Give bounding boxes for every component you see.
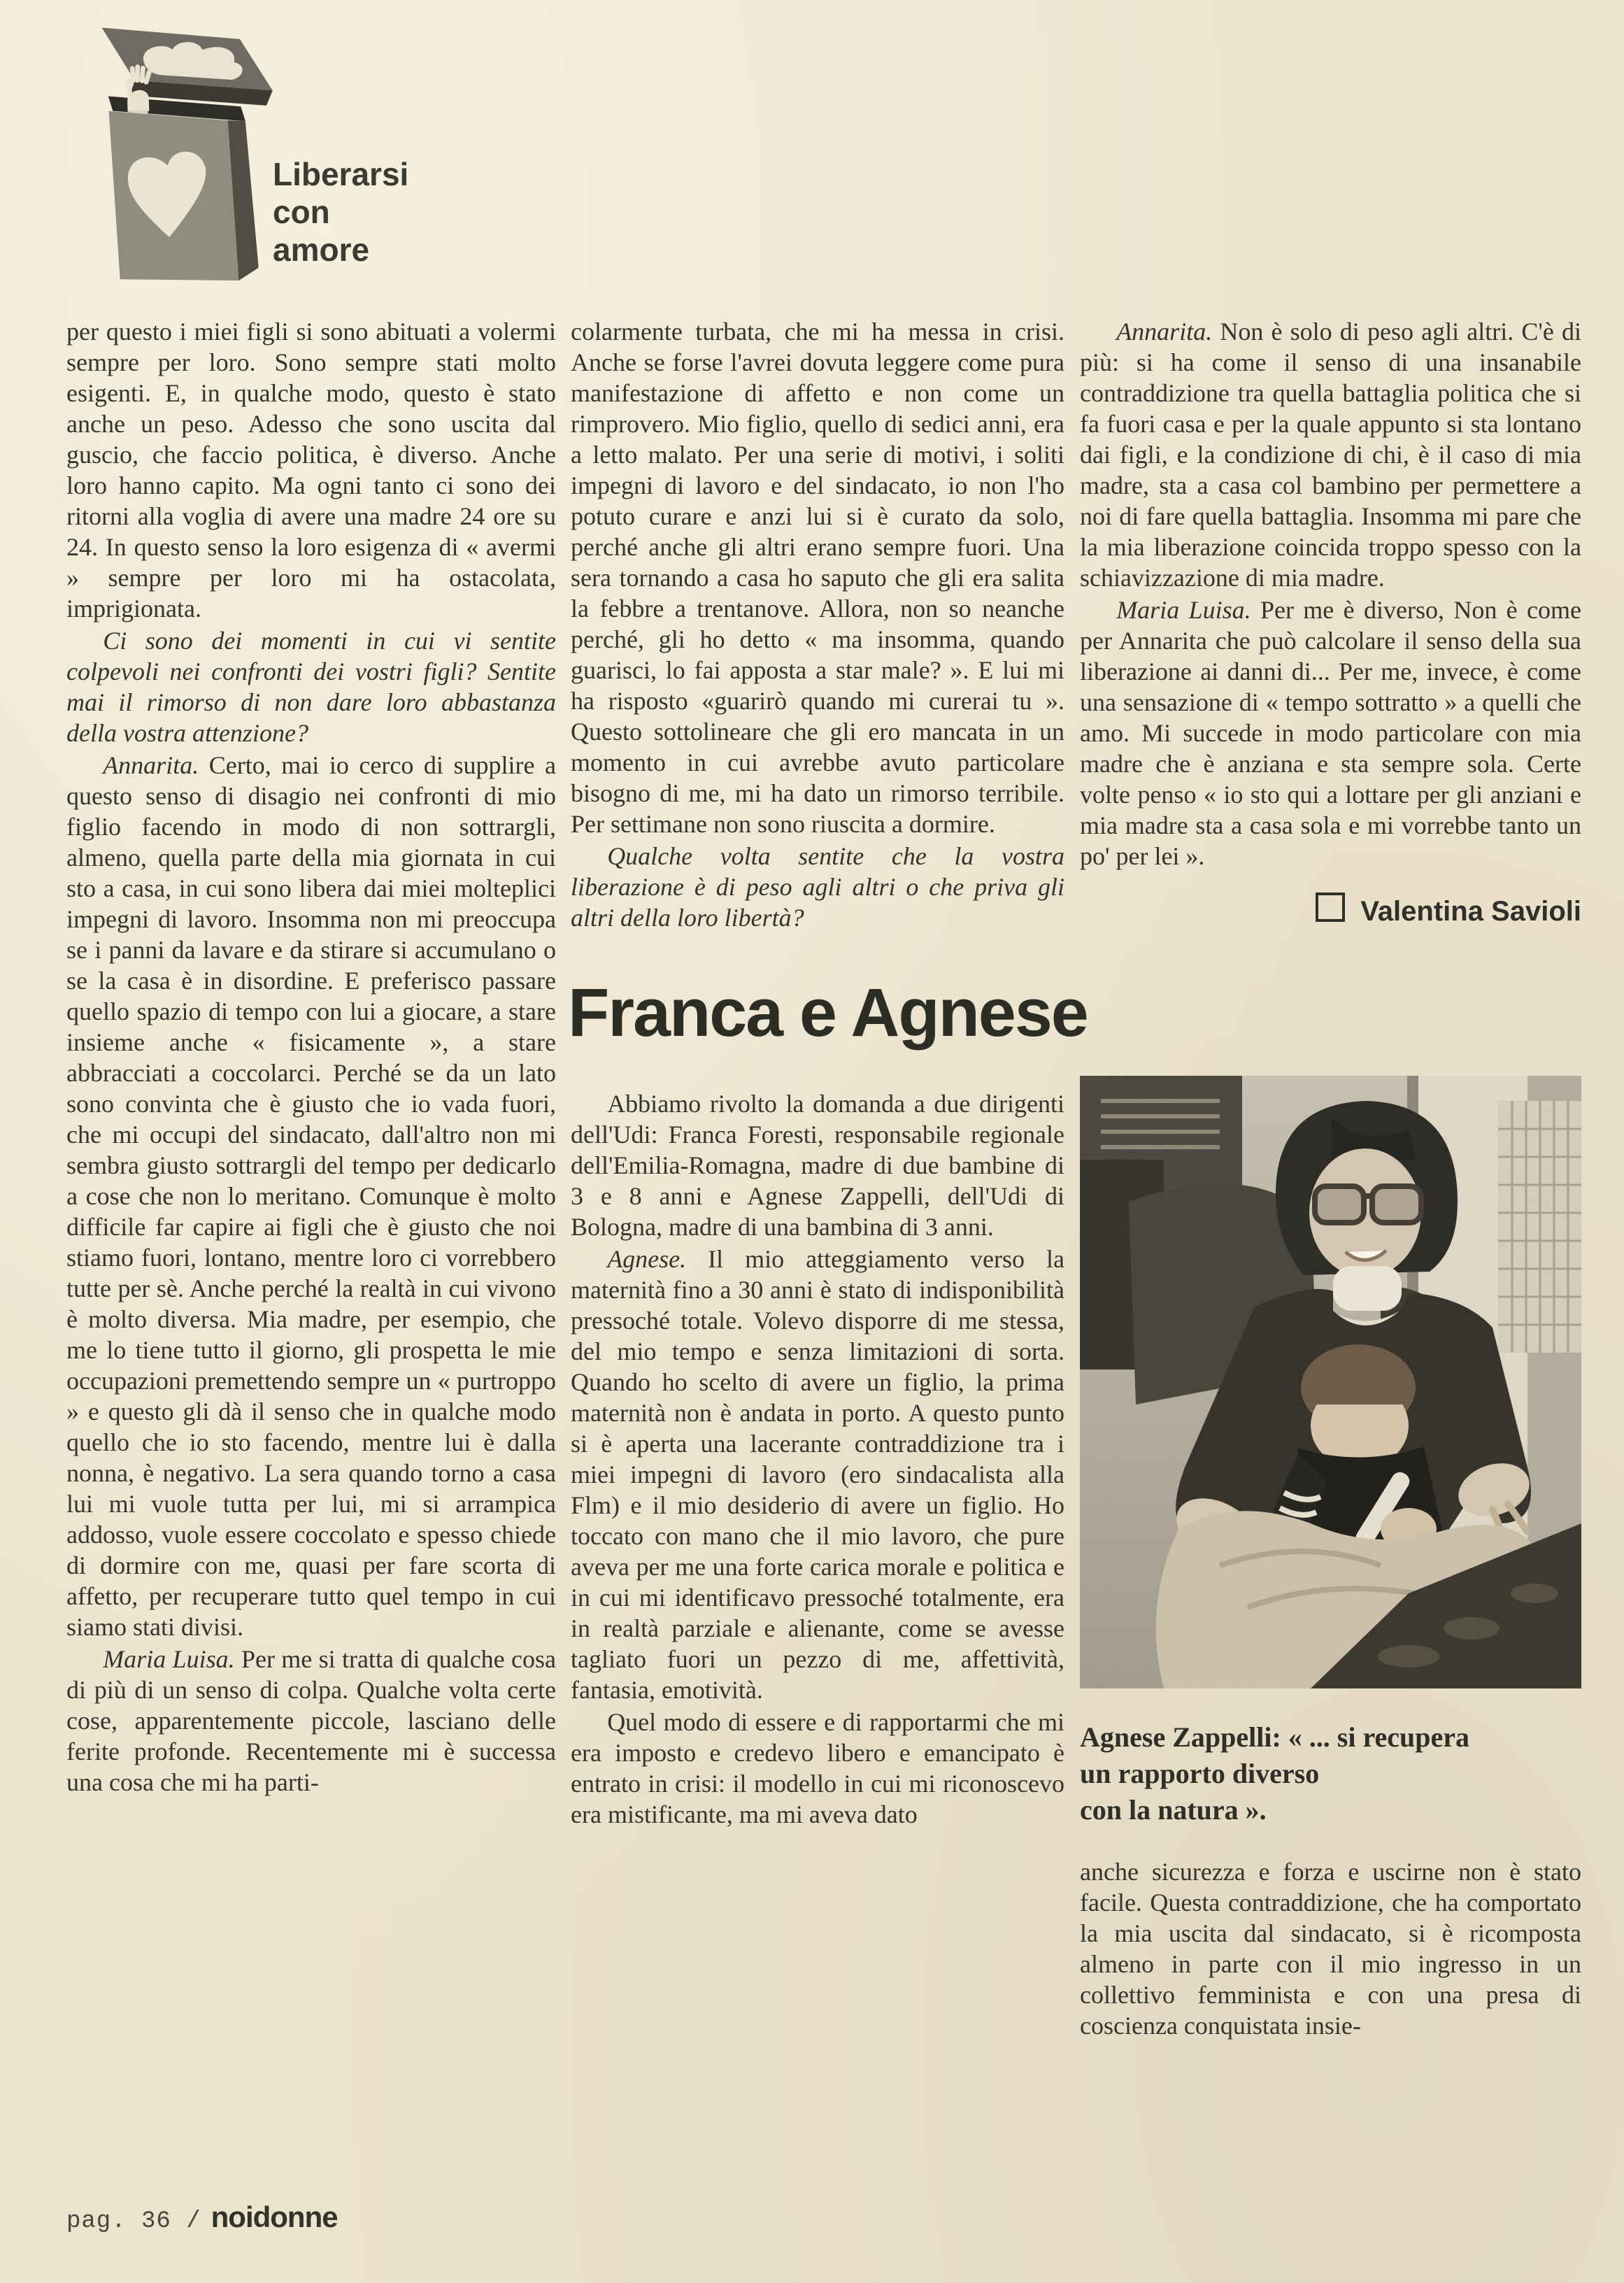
paragraph: Agnese. Il mio atteggiamento verso la maternità fino a 30 anni è stato di indisponibilità pressoché totale. Volevo disporre di me stessa, del mio tempo e senza limitazioni di sorta. Quando ho scelto di avere un figlio, la prima maternità non è andata in porto. A questo punto si è aperta una lacerante contraddizione tra i miei impegni di lavoro (ero sindacalista alla Flm) e il mio desiderio di avere un figlio. Ho toccato con mano che il mio lavoro, che pure aveva per me una forte carica morale e politica e in cui mi identificavo pressoché totalmente, era in realtà parziale e alienante, come se avesse tagliato fuori un pezzo di me, affettività, fantasia, emotività.: [571, 1245, 1064, 1704]
paragraph: Annarita. Non è solo di peso agli altri. C'è di più: si ha come il senso di una insanabile contraddizione tra quella battaglia politica che si fa fuori casa e per la quale appunto si sta lontano dai figli, e la condizione di chi, è il caso di mia madre, sta a casa col bambino per permettere a noi di fare quella battaglia. Insomma mi pare che la mia liberazione coincida troppo spesso con la schiavizzazione di mia madre.: [1080, 318, 1581, 592]
rubric-title: [273, 155, 408, 269]
rubric-title-line: amore: [273, 232, 370, 268]
speaker-name: Annarita.: [103, 751, 209, 779]
paragraph: per questo i miei figli si sono abituati a volermi sempre per loro. Sono sempre stati molto esigenti. E, in qualche modo, questo è stato anche un peso. Adesso che sono uscita dal guscio, che faccio politica, è diverso. Anche loro hanno capito. Ma ogni tanto ci sono dei ritorni alla voglia di avere una madre 24 ore su 24. In questo senso la loro esigenza di « avermi » sempre per loro mi ha ostacolata, imprigionata.: [66, 318, 556, 623]
speaker-name: Maria Luisa.: [1116, 596, 1260, 624]
paragraph: colarmente turbata, che mi ha messa in crisi. Anche se forse l'avrei dovuta leggere come pura manifestazione di affetto e non come un rimprovero. Mio figlio, quello di sedici anni, era a letto malato. Per una serie di motivi, i soliti impegni di lavoro e del sindacato, io non l'ho potuto curare e anzi lui si è curato da solo, perché anche gli altri erano sempre fuori. Una sera tornando a casa ho saputo che gli era salita la febbre a trentanove. Allora, non so neanche perché, gli ho detto « ma insomma, quando guarisci, lo fai apposta a star male? ». E lui mi ha risposto «guarirò quando mi curerai tu ». Questo sottolineare che gli ero mancata in un momento in cui avrebbe avuto particolare bisogno di me, mi ha dato un rimorso terribile. Per settimane non sono riuscita a dormire.: [571, 318, 1064, 838]
rubric-title-line: Liberarsi: [273, 156, 409, 192]
byline-author: Valentina Savioli: [1360, 896, 1581, 927]
magazine-logo: noidonne: [211, 2200, 338, 2233]
photo-caption-line: con la natura ».: [1080, 1794, 1267, 1826]
paragraph: Annarita. Certo, mai io cerco di supplire a questo senso di disagio nei confronti di mio figlio facendo in modo di non sottrargli, almeno, quella parte della mia giornata in cui sto a casa, in cui sono libera dai miei molteplici impegni di lavoro. Insomma non mi preoccupa se i panni da lavare e da stirare si accumulano o se la casa è in disordine. E preferisco passare quello spazio di tempo con lui a giocare, a stare insieme anche « fisicamente », a stare abbracciati a coccolarci. Perché se da un lato sono convinta che è giusto che io vada fuori, che mi occupi del sindacato, dall'altro non mi sembra giusto sottrargli del tempo per dedicarlo a cose che non lo meritano. Comunque è molto difficile far capire ai figli che è giusto che noi stiamo fuori, lontano, mentre loro ci vorrebbero tutte per sè. Anche perché la realtà in cui vivono è molto diversa. Mia madre, per esempio, che me lo tiene tutto il giorno, gli prospetta le mie occupazioni premettendo sempre un « purtroppo » e questo gli dà il senso che in qualche modo quello che io sto facendo, mentre lui è dalla nonna, è negativo. La sera quando torno a casa lui mi vuole tutta per lui, mi si arrampica addosso, vuole essere coccolato e spesso chiede di dormire con me, quasi per fare scorta di affetto, per recuperare tutto quel tempo in cui siamo stati divisi.: [66, 751, 556, 1641]
text-column-2: [568, 316, 1088, 2205]
photo-caption-line: un rapporto diverso: [1080, 1758, 1320, 1789]
page-number: pag. 36 /: [66, 2208, 201, 2235]
heart-box-illustration: [67, 10, 290, 295]
speaker-name: Agnese.: [607, 1245, 708, 1273]
photo-caption: [1080, 1719, 1581, 1828]
paragraph: Maria Luisa. Per me si tratta di qualche cosa di più di un senso di colpa. Qualche volta certe cose, apparentemente piccole, lasciano delle ferite profonde. Recentemente mi è successa una cosa che mi ha parti-: [66, 1645, 556, 1796]
article-headline: Franca e Agnese: [568, 974, 1088, 1051]
speaker-name: Annarita.: [1116, 318, 1220, 346]
text-column-1: [66, 316, 556, 2205]
paragraph: Maria Luisa. Per me è diverso, Non è come per Annarita che può calcolare il senso della sua liberazione ai danni di... Per me, invece, è come una sensazione di « tempo sottratto » a quelli che amo. Mi succede in modo particolare con mia madre che è anziana e sta sempre sola. Certe volte penso « io sto qui a lottare per gli anziani e mia madre sta a casa sola e mi vorrebbe tanto un po' per lei ».: [1080, 596, 1581, 870]
page-footer: [66, 2200, 338, 2235]
paragraph: Quel modo di essere e di rapportarmi che mi era imposto e credevo libero e emancipato è entrato in crisi: il modello in cui mi riconoscevo era mistificante, ma mi aveva dato: [571, 1708, 1064, 1828]
photo-caption-line: Agnese Zappelli: « ... si recupera: [1080, 1721, 1470, 1753]
text-column-3: [1080, 316, 1581, 2205]
byline: [1080, 892, 1581, 927]
paragraph: anche sicurezza e forza e uscirne non è stato facile. Questa contraddizione, che ha comportato la mia uscita dal sindacato, si è ricomposta almeno in parte con il mio ingresso in un collettivo femminista e con una presa di coscienza conquistata insie-: [1080, 1858, 1581, 2040]
paragraph: Abbiamo rivolto la domanda a due dirigenti dell'Udi: Franca Foresti, responsabile regionale dell'Emilia-Romagna, madre di due bambine di 3 e 8 anni e Agnese Zappelli, dell'Udi di Bologna, madre di una bambina di 3 anni.: [571, 1090, 1064, 1241]
checkbox-square-icon: [1316, 892, 1345, 922]
speaker-name: Maria Luisa.: [103, 1645, 241, 1673]
article-photo: [1080, 1076, 1581, 1688]
rubric-title-line: con: [273, 194, 330, 230]
paragraph: Ci sono dei momenti in cui vi sentite colpevoli nei confronti dei vostri figli? Sentite mai il rimorso di non dare loro abbastanza della vostra attenzione?: [66, 627, 556, 747]
paragraph: Qualche volta sentite che la vostra liberazione è di peso agli altri o che priva gli altri della loro libertà?: [571, 842, 1064, 932]
